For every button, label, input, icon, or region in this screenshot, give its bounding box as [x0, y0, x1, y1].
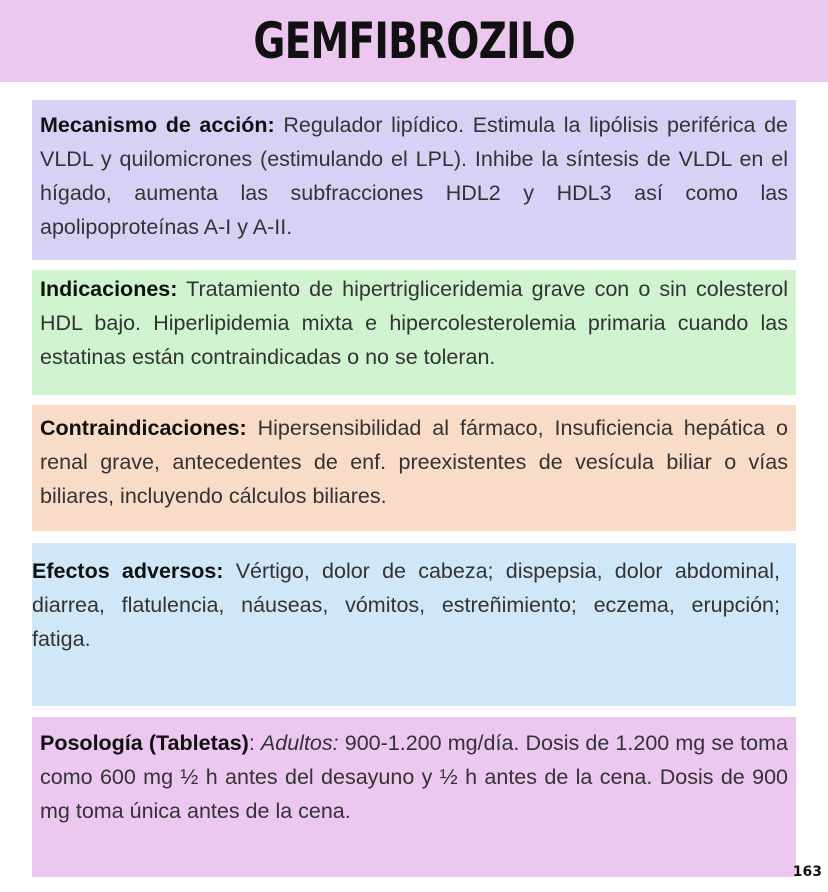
section-label: Contraindicaciones:: [40, 416, 247, 440]
section-text: 900-1.200 mg/día. Dosis de 1.200 mg se toma como 600 mg ½ h antes del desayuno y ½ h antes de la cena. Dosis de 900 mg toma única antes de la cena.: [40, 731, 788, 823]
section-text: Regulador lipídico. Estimula la lipólisis periférica de VLDL y quilomicrones (estimulando el LPL). Inhibe la síntesis de VLDL en el hígado, aumenta las subfracciones HDL2 y HDL3 así como las apolipoproteínas A-I y A-II.: [40, 113, 789, 239]
adultos-label: Adultos:: [260, 731, 339, 755]
section-label: Mecanismo de acción:: [40, 113, 275, 137]
section-contraindicaciones: [32, 405, 796, 531]
section-label: Efectos adversos:: [32, 559, 224, 583]
section-mecanismo: [32, 100, 796, 260]
section-label: Posología (Tabletas): [40, 731, 249, 755]
section-text: Tratamiento de hipertrigliceridemia grave con o sin colesterol HDL bajo. Hiperlipidemia mixta e hipercolesterolemia primaria cuando las estatinas están contraindicadas o no se toleran.: [40, 277, 788, 369]
section-text: Hipersensibilidad al fármaco, Insuficiencia hepática o renal grave, antecedentes de enf. preexistentes de vesícula biliar o vías biliares, incluyendo cálculos biliares.: [40, 416, 788, 508]
page-title: GEMFIBROZILO: [253, 12, 575, 70]
section-efectos: [32, 543, 796, 706]
section-indicaciones: [32, 270, 796, 395]
section-posologia: [32, 717, 796, 877]
page-number: 163: [792, 864, 822, 880]
section-label: Indicaciones:: [40, 277, 178, 301]
title-banner: [0, 0, 828, 82]
section-text: Vértigo, dolor de cabeza; dispepsia, dolor abdominal, diarrea, flatulencia, náuseas, vómitos, estreñimiento; eczema, erupción; fatiga.: [32, 559, 780, 651]
section-separator: :: [248, 731, 261, 755]
